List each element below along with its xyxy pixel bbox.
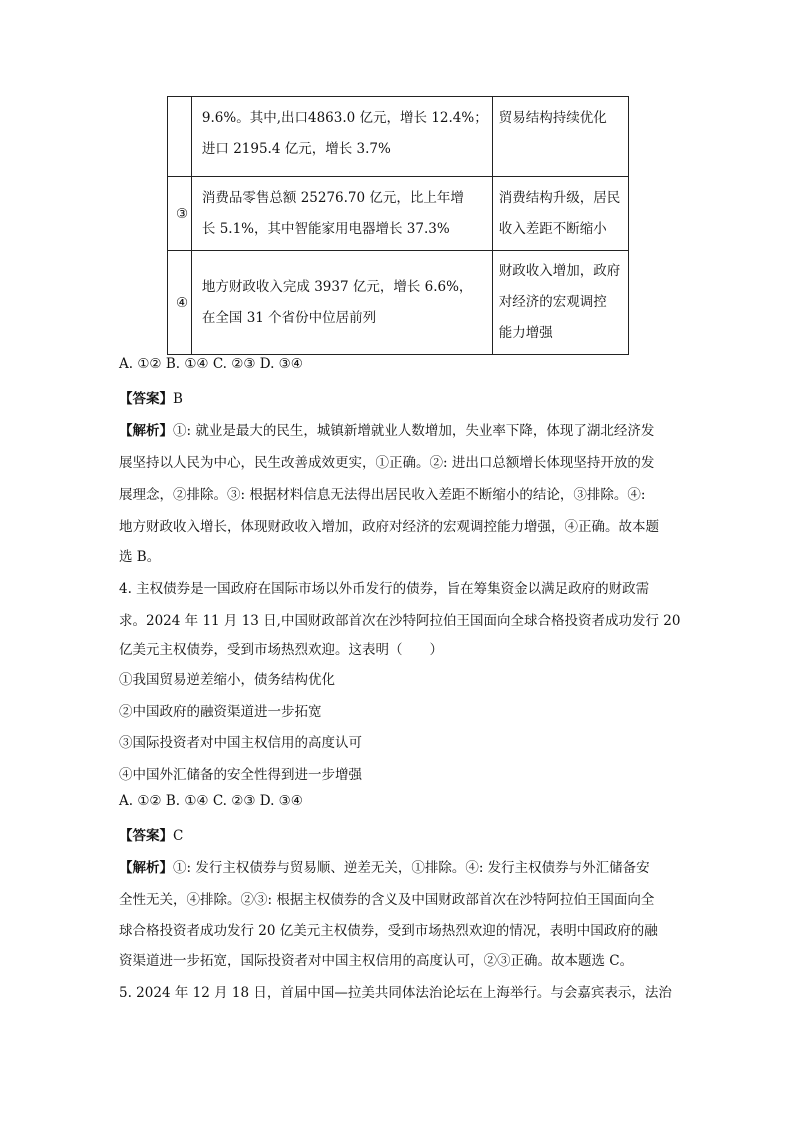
q4-analysis-line [119,856,650,876]
analysis-text: ①: 发行主权债券与贸易顺、逆差无关，①排除。④: 发行主权债券与外汇储备安 [173,860,650,876]
row-content [191,177,492,251]
row-conclusion [492,97,628,177]
q4-stem-line: 求。2024 年 11 月 13 日,中国财政部首次在沙特阿拉伯王国面向全球合格投资者成功发行 20 [119,613,681,629]
table-row [168,177,629,251]
q3-options: A. ①② B. ①④ C. ②③ D. ③④ [119,356,303,372]
table-row [168,251,629,355]
row-conclusion [492,251,628,355]
answer-label: 【答案】 [119,391,173,407]
conclusion-line: 财政收入增加，政府 [498,263,621,279]
q4-choice: ④中国外汇储备的安全性得到进一步增强 [119,767,362,783]
analysis-label: 【解析】 [119,423,173,439]
answer-label: 【答案】 [119,828,173,844]
q3-answer [119,387,183,407]
q3-analysis-line: 展理念，②排除。③: 根据材料信息无法得出居民收入差距不断缩小的结论，③排除。④: [119,487,646,503]
q3-analysis-line: 展坚持以人民为中心，民生改善成效更实，①正确。②: 进出口总额增长体现坚持开放的发 [119,455,655,471]
q4-choice: ②中国政府的融资渠道进一步拓宽 [119,704,322,720]
q3-analysis-line: 选 B。 [119,549,161,565]
q4-choice: ③国际投资者对中国主权信用的高度认可 [119,735,362,751]
conclusion-line: 收入差距不断缩小 [498,220,607,237]
row-conclusion [492,177,628,251]
content-line: 地方财政收入完成 3937 亿元，增长 6.6%， [201,278,473,295]
conclusion-line: 对经济的宏观调控 [498,294,607,310]
q4-stem-line: 4. 主权债券是一国政府在国际市场以外币发行的债券，旨在筹集资金以满足政府的财政需 [119,581,650,597]
conclusion-line: 贸易结构持续优化 [498,110,607,126]
q3-analysis-line [119,419,654,439]
answer-value: B [173,391,183,407]
content-line: 在全国 31 个省份中位居前列 [201,309,377,326]
conclusion-line: 能力增强 [498,325,553,341]
content-line: 长 5.1%，其中智能家用电器增长 37.3% [201,220,450,237]
q5-stem-line: 5. 2024 年 12 月 18 日，首届中国—拉美共同体法治论坛在上海举行。与会嘉宾表示，法治 [119,985,672,1001]
economic-data-table [167,96,629,355]
q4-options: A. ①② B. ①④ C. ②③ D. ③④ [119,793,303,809]
q4-stem-line: 亿美元主权债券，受到市场热烈欢迎。这表明（ ） [119,642,443,658]
row-number [168,97,192,177]
row-number: ③ [168,177,192,251]
conclusion-line: 消费结构升级，居民 [498,189,621,206]
answer-value: C [173,828,184,844]
content-line: 进口 2195.4 亿元，增长 3.7% [201,141,391,157]
row-content [191,97,492,177]
row-number: ④ [168,251,192,355]
q4-analysis-line: 资渠道进一步拓宽，国际投资者对中国主权信用的高度认可，②③正确。故本题选 C。 [119,953,634,969]
q4-choice: ①我国贸易逆差缩小，债务结构优化 [119,672,335,688]
q3-analysis-line: 地方财政收入增长，体现财政收入增加，政府对经济的宏观调控能力增强，④正确。故本题 [119,519,659,535]
row-content [191,251,492,355]
q4-analysis-line: 全性无关，④排除。②③: 根据主权债券的含义及中国财政部首次在沙特阿拉伯王国面向全 [119,892,655,908]
analysis-label: 【解析】 [119,860,173,876]
analysis-text: ①: 就业是最大的民生，城镇新增就业人数增加，失业率下降，体现了湖北经济发 [173,423,655,439]
content-line: 消费品零售总额 25276.70 亿元，比上年增 [201,189,464,206]
q4-answer [119,824,183,844]
content-line: 9.6%。其中,出口4863.0 亿元，增长 12.4%； [201,110,488,126]
q4-analysis-line: 球合格投资者成功发行 20 亿美元主权债券，受到市场热烈欢迎的情况，表明中国政府的融 [119,923,658,939]
table-row [168,97,629,177]
